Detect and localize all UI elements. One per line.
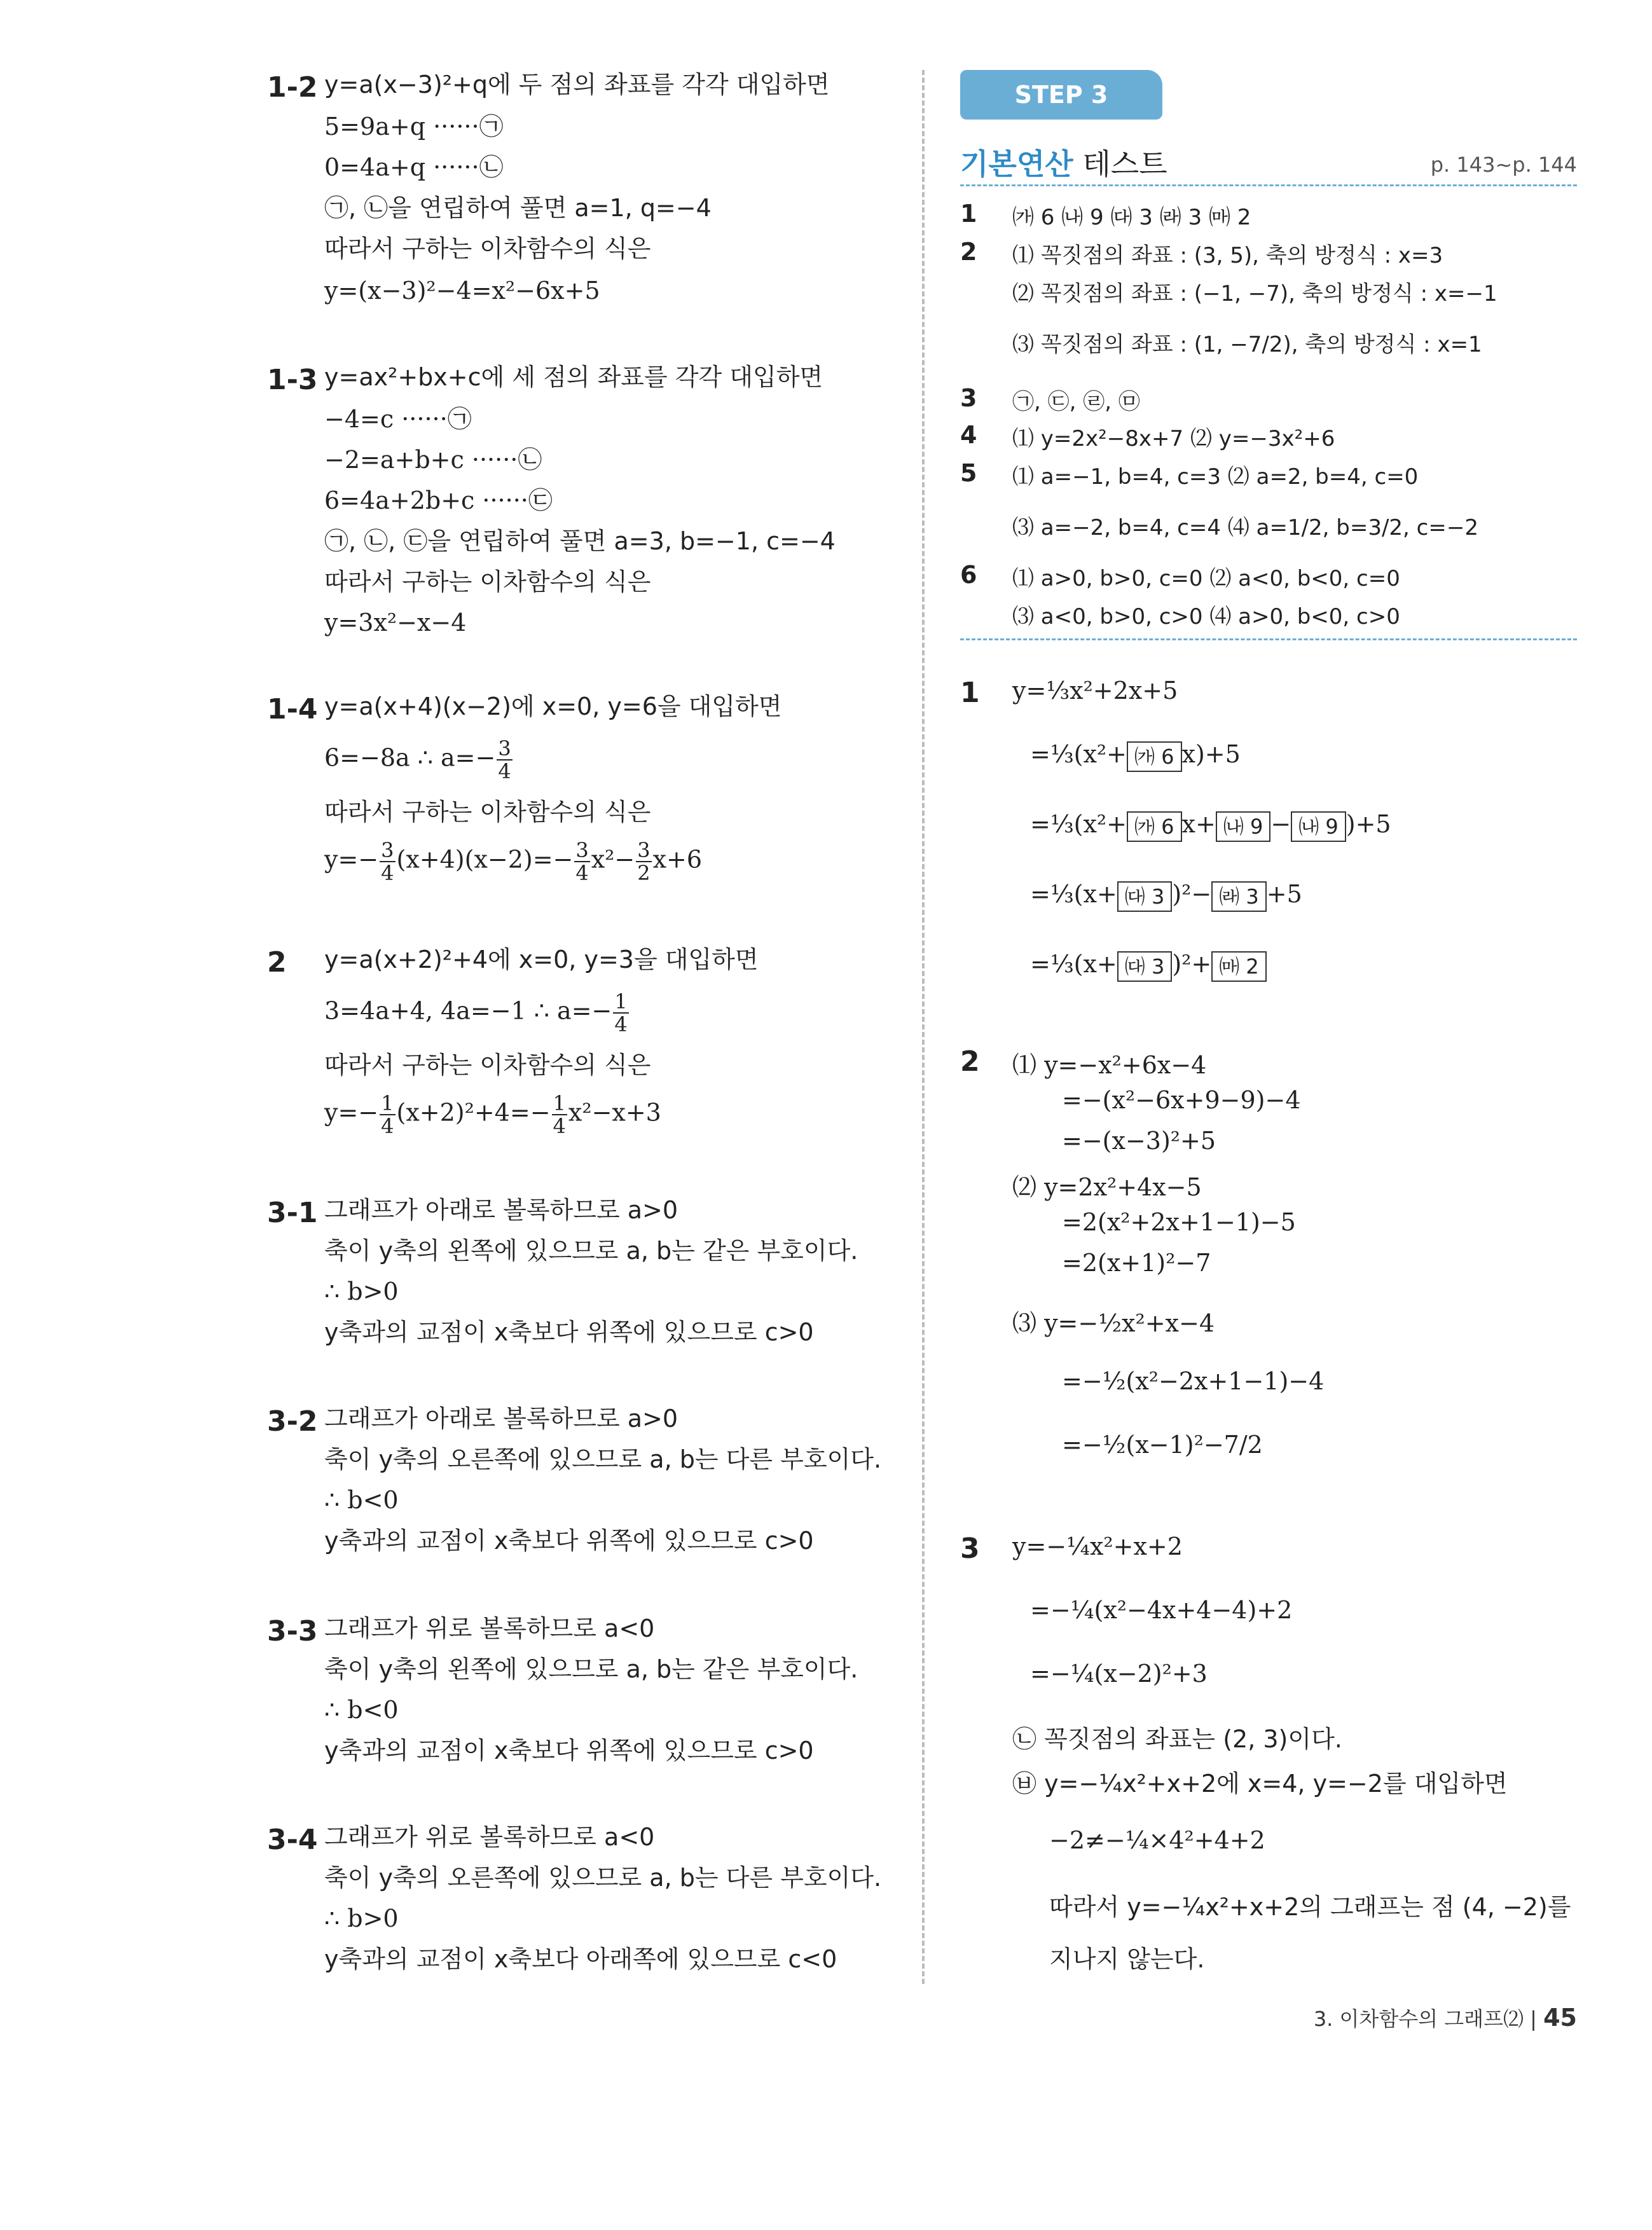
equation-line: ⑶ y=−½x²+x−4 [1012,1309,1215,1337]
equation-line: ⑵ y=2x²+4x−5 [1012,1173,1202,1201]
text-line: 그래프가 아래로 볼록하므로 a>0 [324,1196,678,1224]
page-footer: 3. 이차함수의 그래프⑵ | 45 [1313,2004,1577,2032]
text-line: 축이 y축의 왼쪽에 있으므로 a, b는 같은 부호이다. [324,1237,858,1265]
equation-line: =⅓(x+ ㈐ 3 )²+ ㈒ 2 [1030,950,1267,982]
text-line: y축과의 교점이 x축보다 아래쪽에 있으므로 c<0 [324,1945,837,1973]
equation-line [324,1092,661,1137]
text-line: y=ax²+bx+c에 세 점의 좌표를 각각 대입하면 [324,363,823,391]
text-line: ㉠, ㉡, ㉢을 연립하여 풀면 a=3, b=−1, c=−4 [324,527,836,555]
equation-line: =⅓(x²+ ㈎ 6 x)+5 [1030,740,1241,772]
equation-text: 6=−8a ∴ a=− [324,743,496,772]
equation-line: =−¼(x−2)²+3 [1030,1660,1208,1688]
problem-number-1-4: 1-4 [267,693,318,726]
text-line: 따라서 구하는 이차함수의 식은 [324,235,651,263]
text-line: y축과의 교점이 x축보다 위쪽에 있으므로 c>0 [324,1318,814,1346]
equation-line [324,738,514,782]
page-number: 45 [1543,2004,1577,2032]
text-line: 그래프가 위로 볼록하므로 a<0 [324,1823,655,1851]
problem-number-3-4: 3-4 [267,1824,318,1856]
equation-text: 3=4a+4, 4a=−1 ∴ a=− [324,996,612,1025]
step-tab: STEP 3 [960,70,1162,120]
text-line: y=a(x+2)²+4에 x=0, y=3을 대입하면 [324,946,759,974]
equation-line: =−½(x−1)²−7/2 [1062,1431,1263,1459]
equation-text: x+6 [652,845,703,874]
equation-line: =2(x+1)²−7 [1062,1249,1211,1277]
text-line: ㉡ 꼭짓점의 좌표는 (2, 3)이다. [1012,1725,1342,1753]
numerator: 3 [498,736,511,761]
dashed-divider [960,638,1577,640]
equation-text: x²− [591,845,635,874]
section-title-rest: 테스트 [1073,147,1167,181]
text-line: 지나지 않는다. [1049,1945,1205,1973]
text-line: 따라서 구하는 이차함수의 식은 [324,1051,651,1079]
answer-box: ㈑ 3 [1211,881,1267,912]
text-line: ㉠, ㉡을 연립하여 풀면 a=1, q=−4 [324,194,712,222]
equation-line: =⅓(x²+ ㈎ 6 x+ ㈏ 9 − ㈏ 9 )+5 [1030,810,1391,842]
denominator: 4 [498,759,511,783]
equation-line: 6=4a+2b+c ······㉢ [324,486,553,514]
answer-box: ㈏ 9 [1291,811,1346,842]
equation-text: (x+4)(x−2)=− [396,845,574,874]
solution-number-2: 2 [960,1045,980,1078]
equation-line: ∴ b>0 [324,1277,399,1305]
text-line: y=a(x+4)(x−2)에 x=0, y=6을 대입하면 [324,692,782,720]
problem-number-3-2: 3-2 [267,1405,318,1438]
equation-line: ∴ b<0 [324,1486,399,1514]
text-line: y축과의 교점이 x축보다 위쪽에 있으므로 c>0 [324,1527,814,1555]
equation-line: =−½(x²−2x+1−1)−4 [1062,1367,1325,1395]
equation-text: x²−x+3 [568,1098,661,1127]
text-line: ㉥ y=−¼x²+x+2에 x=4, y=−2를 대입하면 [1012,1770,1508,1798]
fraction [497,738,512,782]
equation-line: y=−¼x²+x+2 [1012,1532,1183,1560]
text-line: y=a(x−3)²+q에 두 점의 좌표를 각각 대입하면 [324,71,830,99]
equation-line: y=⅓x²+2x+5 [1012,677,1178,705]
problem-number-1-2: 1-2 [267,71,318,104]
dashed-divider [960,184,1577,186]
problem-number-1-3: 1-3 [267,364,318,396]
equation-line: −2≠−¼×4²+4+2 [1049,1826,1265,1854]
section-title [960,141,1167,183]
answer-box: ㈒ 2 [1211,951,1267,982]
equation-line: =−¼(x²−4x+4−4)+2 [1030,1596,1293,1624]
chapter-title: 3. 이차함수의 그래프⑵ [1313,2007,1524,2031]
equation-line [324,839,702,884]
equation-line: 5=9a+q ······㉠ [324,113,504,141]
problem-number-3-1: 3-1 [267,1197,318,1229]
fraction: $\frac{3}{4}$ [381,838,394,885]
fraction: $\frac{1}{4}$ [553,1091,566,1138]
section-title-bold: 기본연산 [960,147,1073,181]
text-line: 따라서 y=−¼x²+x+2의 그래프는 점 (4, −2)를 [1049,1893,1571,1921]
text-line: 그래프가 위로 볼록하므로 a<0 [324,1614,655,1642]
equation-line: −2=a+b+c ······㉡ [324,446,542,474]
answer-box: ㈎ 6 [1127,741,1182,772]
fraction: $\frac{1}{4}$ [614,989,628,1036]
equation-text: y=− [324,845,379,874]
text-line: 따라서 구하는 이차함수의 식은 [324,568,651,596]
equation-text: y=− [324,1098,379,1127]
solution-number-3: 3 [960,1532,980,1565]
problem-number-2: 2 [267,946,287,979]
equation-line: y=(x−3)²−4=x²−6x+5 [324,277,600,305]
answer-box: ㈏ 9 [1216,811,1271,842]
equation-line: ∴ b>0 [324,1904,399,1932]
column-divider [922,70,925,1984]
equation-line: ∴ b<0 [324,1696,399,1724]
page-range: p. 143~p. 144 [1430,153,1577,177]
equation-line: ⑴ y=−x²+6x−4 [1012,1051,1207,1079]
answer-box: ㈎ 6 [1127,811,1182,842]
equation-line: =2(x²+2x+1−1)−5 [1062,1208,1296,1236]
text-line: 따라서 구하는 이차함수의 식은 [324,798,651,826]
equation-line: 0=4a+q ······㉡ [324,153,504,181]
equation-line: =⅓(x+ ㈐ 3 )²− ㈑ 3 +5 [1030,880,1302,912]
solution-number-1: 1 [960,677,980,709]
answer-box: ㈐ 3 [1117,951,1173,982]
equation-line: =−(x²−6x+9−9)−4 [1062,1086,1301,1114]
answer-box: ㈐ 3 [1117,881,1173,912]
equation-line: y=3x²−x−4 [324,609,467,637]
text-line: y축과의 교점이 x축보다 위쪽에 있으므로 c>0 [324,1737,814,1765]
fraction: $\frac{3}{2}$ [637,838,650,885]
equation-line: =−(x−3)²+5 [1062,1127,1216,1155]
text-line: 그래프가 아래로 볼록하므로 a>0 [324,1405,678,1433]
text-line: 축이 y축의 오른쪽에 있으므로 a, b는 다른 부호이다. [324,1445,882,1473]
equation-text: (x+2)²+4=− [396,1098,551,1127]
equation-line: −4=c ······㉠ [324,405,472,433]
fraction: $\frac{1}{4}$ [381,1091,394,1138]
text-line: 축이 y축의 왼쪽에 있으므로 a, b는 같은 부호이다. [324,1655,858,1683]
text-line: 축이 y축의 오른쪽에 있으므로 a, b는 다른 부호이다. [324,1864,882,1892]
equation-line [324,991,630,1035]
problem-number-3-3: 3-3 [267,1615,318,1648]
fraction: $\frac{3}{4}$ [575,838,589,885]
